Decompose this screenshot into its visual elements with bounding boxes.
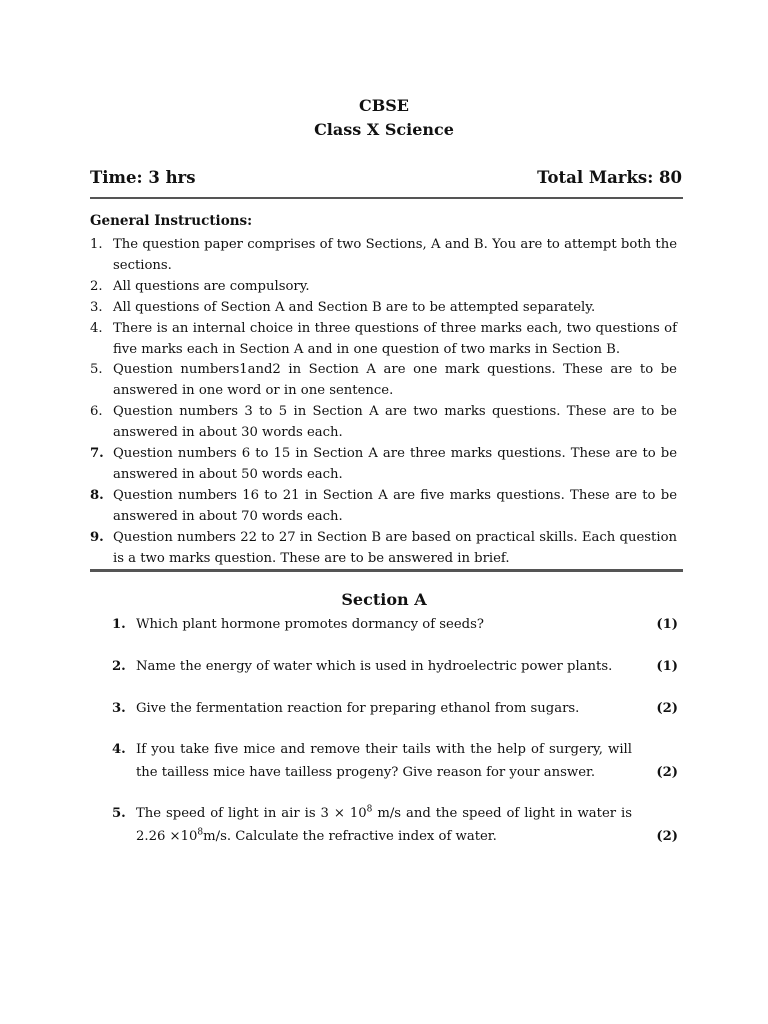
- divider-section: [90, 569, 683, 572]
- instruction-text: All questions of Section A and Section B are to be attempted separately.: [113, 300, 596, 315]
- instruction-text: Question numbers 16 to 21 in Section A are five marks questions. These are to be answered in about 70 words each.: [113, 488, 677, 524]
- question-number: 1.: [112, 617, 126, 632]
- question-marks: (2): [656, 829, 678, 844]
- question-number: 5.: [112, 806, 126, 821]
- question-marks: (2): [656, 701, 678, 716]
- question-text: Give the fermentation reaction for preparing ethanol from sugars.: [136, 701, 580, 716]
- total-marks-label: Total Marks: 80: [537, 168, 682, 187]
- question-number: 2.: [112, 659, 126, 674]
- question-text: If you take five mice and remove their tails with the help of surgery, will the tailless mice have tailless progeny? Give reason for your answer.: [136, 742, 632, 780]
- question-number: 4.: [112, 742, 126, 757]
- subject-title: Class X Science: [314, 120, 454, 139]
- question-text-part: m/s and the speed of light in water is 2.26 ×10: [136, 806, 633, 844]
- question-number: 3.: [112, 701, 126, 716]
- instructions-heading: General Instructions:: [90, 213, 253, 229]
- instruction-text: The question paper comprises of two Sections, A and B. You are to attempt both the sections.: [113, 237, 677, 273]
- question-text: Name the energy of water which is used in hydroelectric power plants.: [136, 659, 613, 674]
- instruction-number: 9.: [90, 530, 104, 545]
- question-text-part: m/s. Calculate the refractive index of water.: [203, 829, 497, 844]
- instruction-number: 6.: [90, 404, 103, 419]
- question-text-part: The speed of light in air is 3 × 10: [136, 806, 367, 821]
- instruction-text: There is an internal choice in three questions of three marks each, two questions of five marks each in Section A and in one question of two marks in Section B.: [113, 321, 677, 357]
- instruction-text: Question numbers 22 to 27 in Section B are based on practical skills. Each question is a two marks question. These are to be answered in brief.: [113, 530, 677, 566]
- instruction-number: 4.: [90, 321, 103, 336]
- question-marks: (2): [656, 765, 678, 780]
- time-marks-bar: [90, 168, 682, 192]
- instruction-text: Question numbers 6 to 15 in Section A are three marks questions. These are to be answered in about 50 words each.: [113, 446, 677, 482]
- instruction-number: 2.: [90, 279, 103, 294]
- time-label: Time: 3 hrs: [90, 168, 196, 187]
- question-marks: (1): [656, 617, 678, 632]
- instruction-text: Question numbers 3 to 5 in Section A are two marks questions. These are to be answered in about 30 words each.: [113, 404, 677, 440]
- instruction-number: 8.: [90, 488, 104, 503]
- instruction-text: Question numbers1and2 in Section A are one mark questions. These are to be answered in one word or in one sentence.: [113, 362, 677, 398]
- question-marks: (1): [656, 659, 678, 674]
- question-text: Which plant hormone promotes dormancy of seeds?: [136, 617, 484, 632]
- instruction-number: 3.: [90, 300, 103, 315]
- question-text: [136, 802, 632, 848]
- exponent: 8: [366, 804, 373, 815]
- instruction-text: All questions are compulsory.: [113, 279, 310, 294]
- board-title: CBSE: [358, 96, 409, 115]
- divider-top: [90, 197, 683, 199]
- instruction-number: 1.: [90, 237, 103, 252]
- instruction-number: 7.: [90, 446, 104, 461]
- instruction-number: 5.: [90, 362, 103, 377]
- section-a-title: Section A: [341, 590, 427, 609]
- exponent: 8: [197, 827, 204, 838]
